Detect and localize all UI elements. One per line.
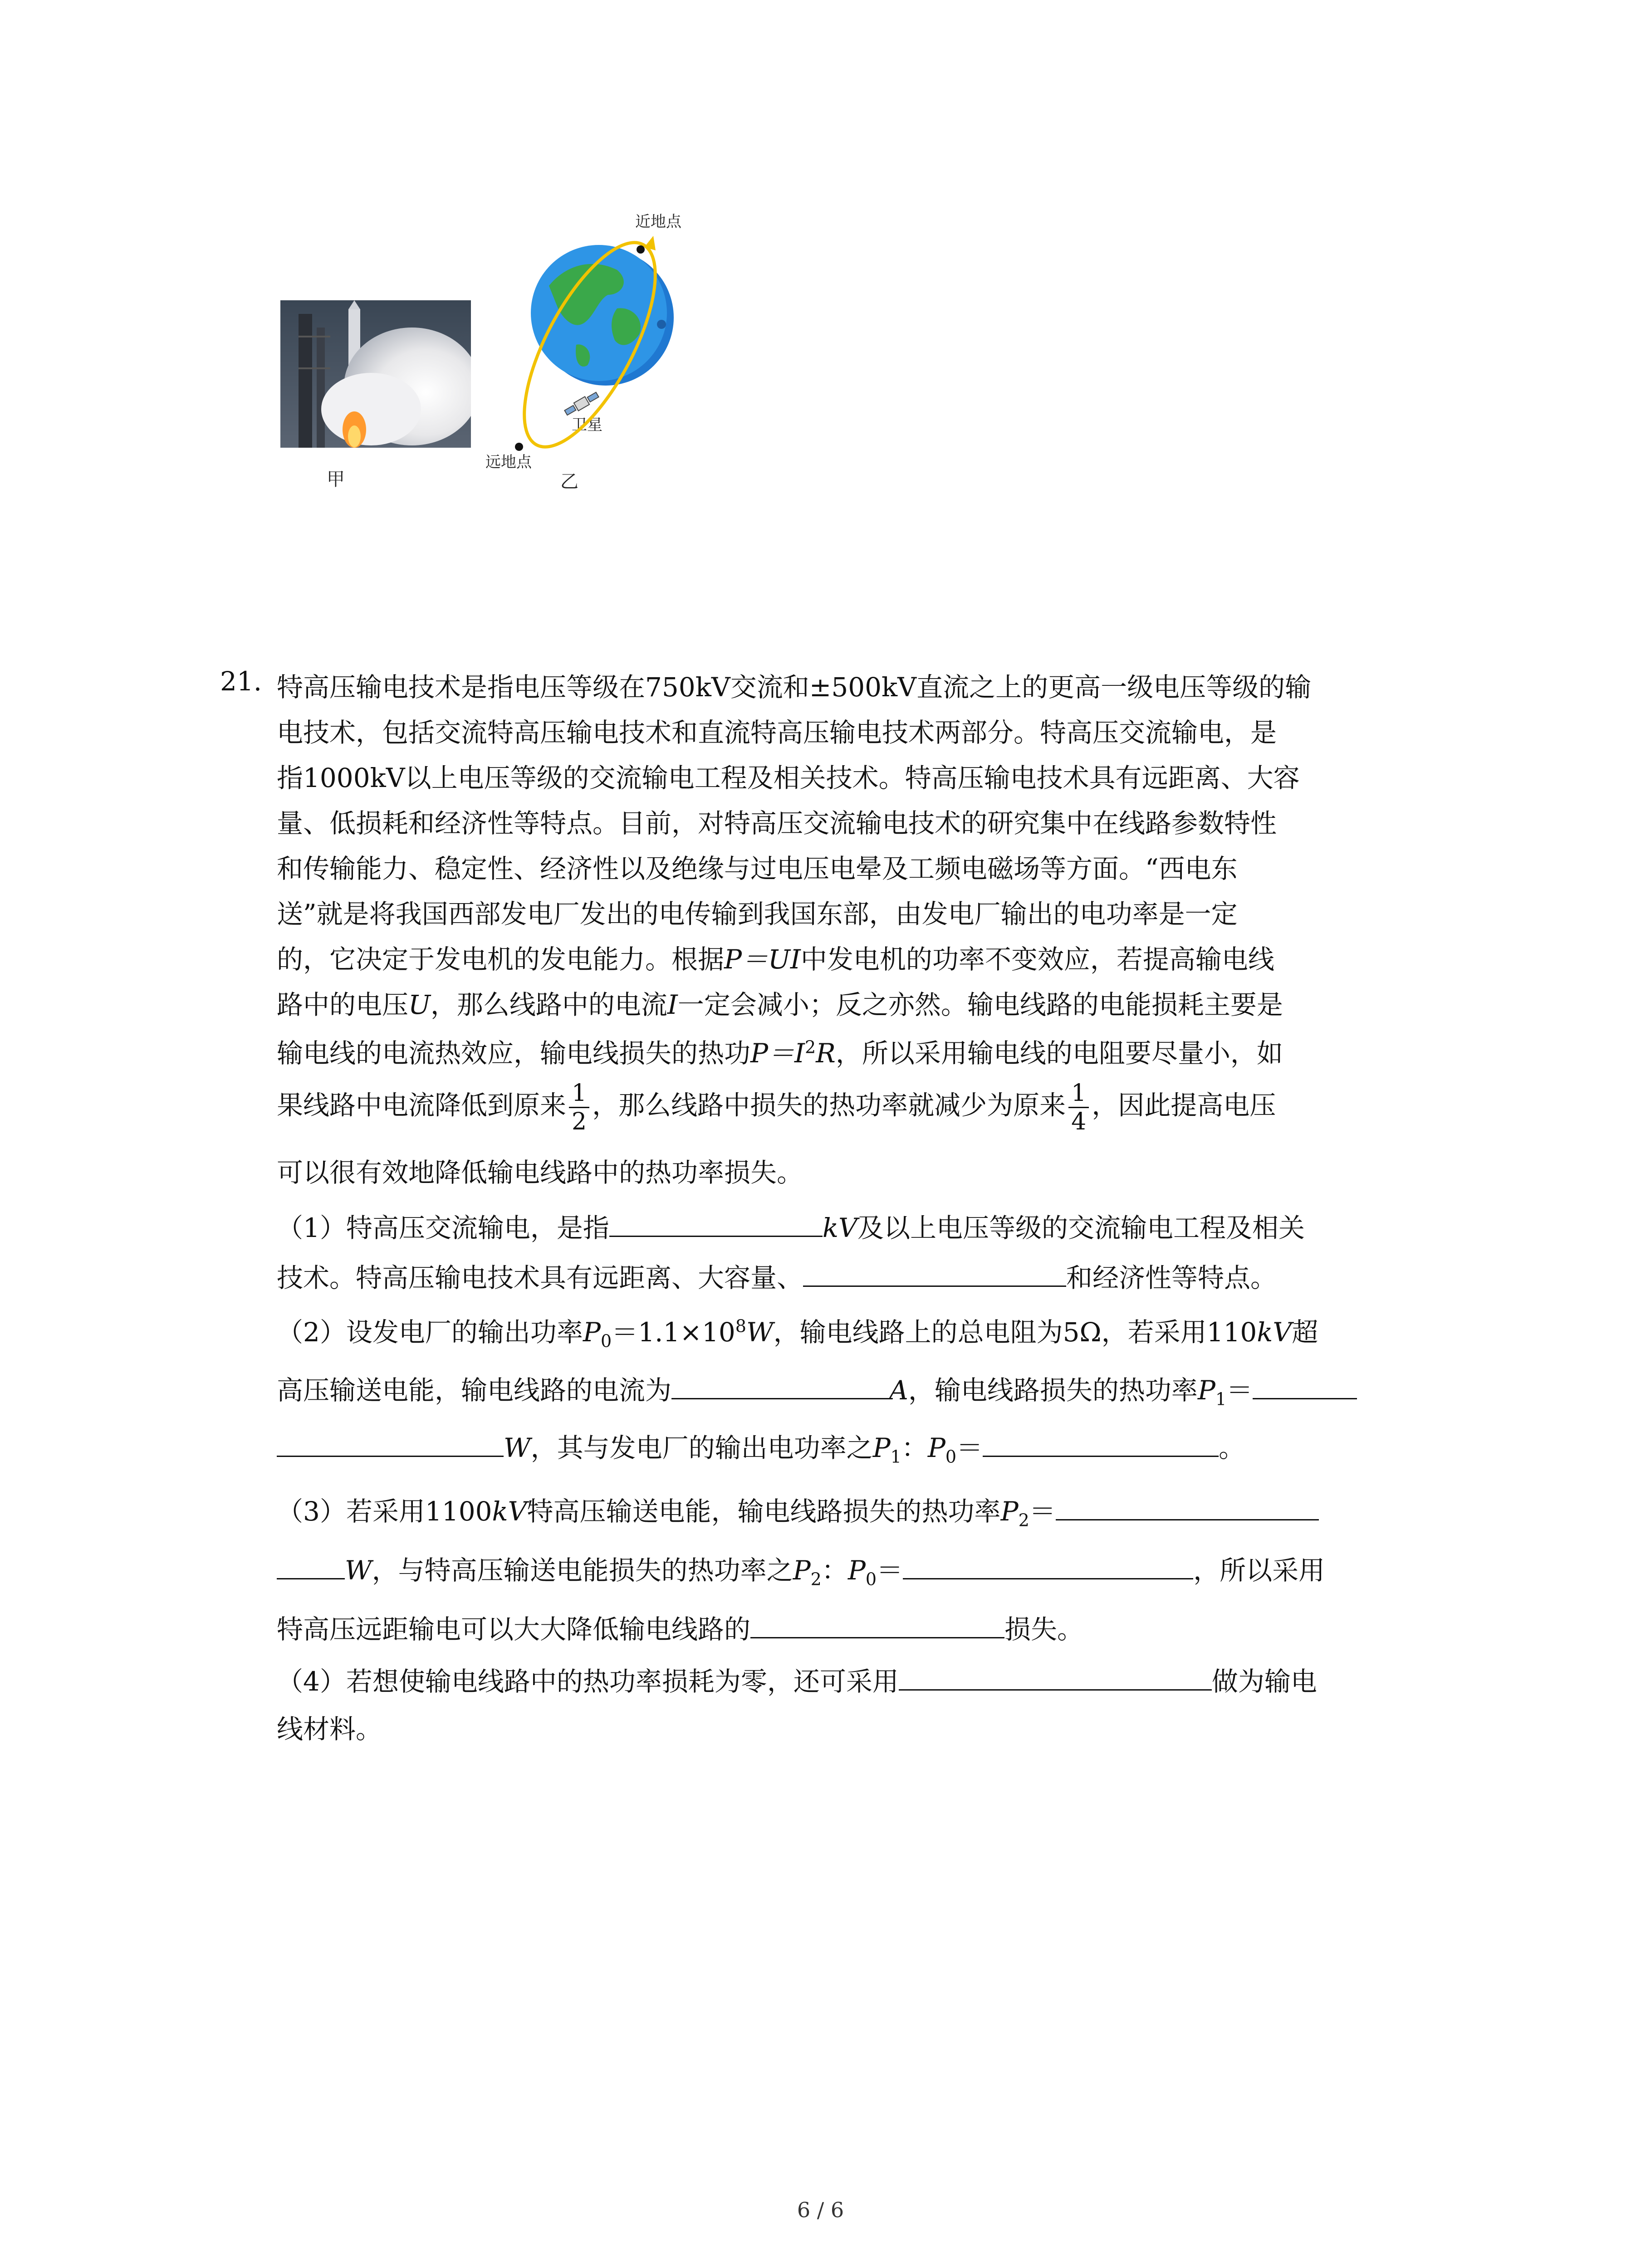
answer-blank-4[interactable] — [899, 1662, 1212, 1691]
question-line-3: 指1000kV以上电压等级的交流输电工程及相关技术。特高压输电技术具有远距离、大容 — [277, 763, 1300, 793]
subquestion-2-line-1: （2）设发电厂的输出功率$P_0=1.1\times 10^8W$，输电线路上的总电阻为5Ω，若采用110kV超 — [277, 1316, 1318, 1351]
question-line-6: 送”就是将我国西部发电厂发出的电传输到我国东部，由发电厂输出的电功率是一定 — [277, 899, 1238, 929]
figure-caption-jia: 甲 — [327, 469, 345, 490]
subquestion-2-line-2: 高压输送电能，输电线路的电流为 A，输电线路损失的热功率$P_1=$ — [277, 1369, 1357, 1409]
subquestion-2-line-3: W，其与发电厂的输出电功率之$P_1$：$P_0=$ 。 — [277, 1427, 1245, 1467]
question-line-2: 电技术，包括交流特高压输电技术和直流特高压输电技术两部分。特高压交流输电，是 — [277, 717, 1277, 748]
figure-caption-yi: 乙 — [560, 471, 578, 492]
subquestion-4-line-1: （4）若想使输电线路中的热功率损耗为零，还可采用 做为输电 — [277, 1660, 1317, 1698]
fraction-one-quarter: $\frac{1}{4}$ — [1068, 1080, 1089, 1135]
perigee-label: 近地点 — [635, 213, 681, 231]
question-line-8: 路中的电压U，那么线路中的电流I一定会减小；反之亦然。输电线路的电能损耗主要是 — [277, 989, 1283, 1020]
satellite-label: 卫星 — [572, 416, 603, 434]
rocket-launch-image — [280, 300, 471, 448]
question-line-10: 果线路中电流降低到原来 $\frac{1}{2}$ ，那么线路中损失的热功率就减少为原来 $\frac{1}{4}$ ，因此提高电压 — [277, 1080, 1276, 1135]
answer-blank-2b-start[interactable] — [1253, 1371, 1357, 1399]
fraction-one-half: $\frac{1}{2}$ — [569, 1080, 589, 1135]
answer-blank-1a[interactable] — [609, 1208, 823, 1237]
apogee-label: 远地点 — [485, 453, 532, 471]
answer-blank-3a-start[interactable] — [1056, 1492, 1319, 1520]
answer-blank-2b-end[interactable] — [277, 1428, 504, 1457]
question-number: 21. — [220, 666, 262, 697]
subquestion-1-line-2: 技术。特高压输电技术具有远距离、大容量、 和经济性等特点。 — [277, 1256, 1277, 1295]
subquestion-3-line-2: W，与特高压输送电能损失的热功率之$P_2$：$P_0=$ ，所以采用 — [277, 1549, 1325, 1589]
answer-blank-3b[interactable] — [903, 1551, 1193, 1579]
question-line-7: 的，它决定于发电机的发电能力。根据P＝UI中发电机的功率不变效应，若提高输电线 — [277, 944, 1274, 975]
subquestion-3-line-3: 特高压远距输电可以大大降低输电线路的 损失。 — [277, 1608, 1083, 1646]
question-line-4: 量、低损耗和经济性等特点。目前，对特高压交流输电技术的研究集中在线路参数特性 — [277, 808, 1277, 839]
question-line-9: 输电线的电流热效应，输电线损失的热功$P=I^2R$，所以采用输电线的电阻要尽量小，如 — [277, 1037, 1283, 1069]
satellite-orbit-diagram — [481, 209, 694, 490]
subquestion-3-line-1: （3）若采用1100kV特高压输送电能，输电线路损失的热功率$P_2=$ — [277, 1490, 1319, 1530]
question-line-11: 可以很有效地降低输电线路中的热功率损失。 — [277, 1157, 803, 1188]
subquestion-1-line-1: （1）特高压交流输电，是指 kV及以上电压等级的交流输电工程及相关 — [277, 1207, 1305, 1245]
answer-blank-1b[interactable] — [803, 1258, 1066, 1287]
answer-blank-2a[interactable] — [671, 1371, 889, 1399]
answer-blank-3a-end[interactable] — [277, 1551, 345, 1579]
answer-blank-3c[interactable] — [750, 1610, 1004, 1638]
question-line-5: 和传输能力、稳定性、经济性以及绝缘与过电压电晕及工频电磁场等方面。“西电东 — [277, 853, 1238, 884]
page-number: 6 / 6 — [797, 2198, 844, 2222]
question-line-1: 特高压输电技术是指电压等级在750kV交流和±500kV直流之上的更高一级电压等级的输 — [277, 672, 1312, 703]
answer-blank-2c[interactable] — [983, 1428, 1219, 1457]
subquestion-4-line-2: 线材料。 — [277, 1714, 382, 1745]
